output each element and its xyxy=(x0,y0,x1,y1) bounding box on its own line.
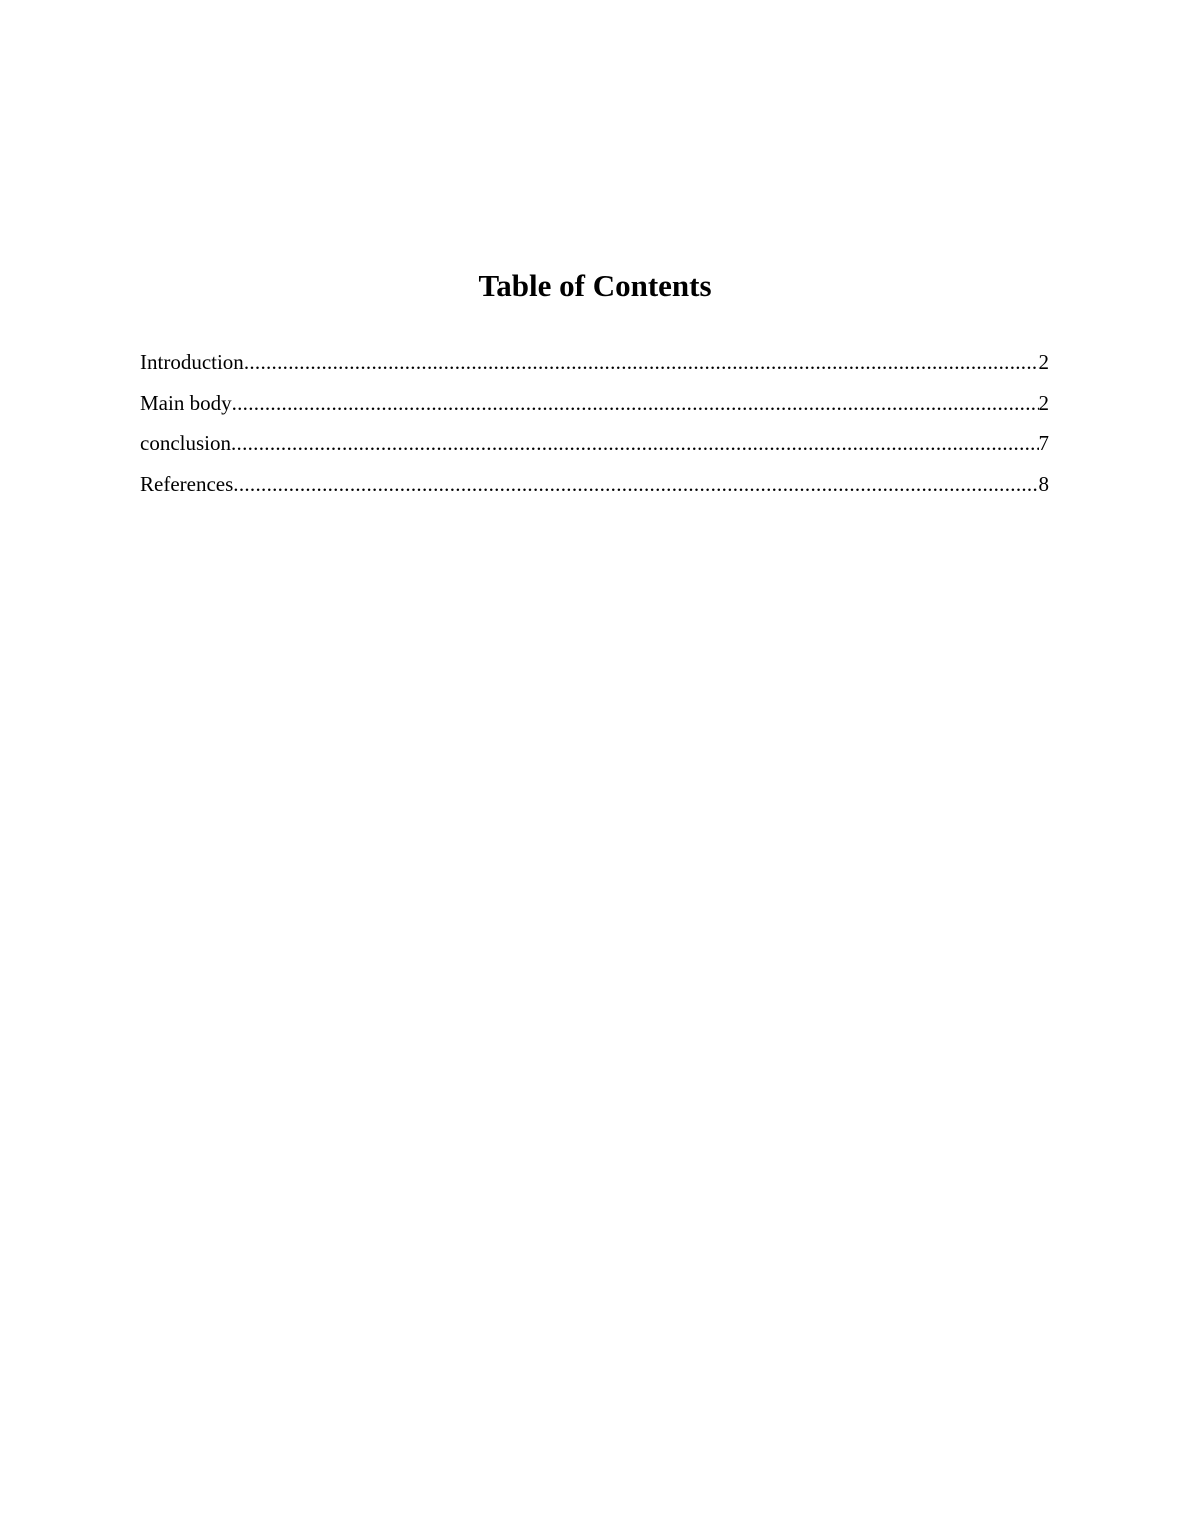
toc-heading: Table of Contents xyxy=(478,268,712,303)
toc-entry-page-number: 8 xyxy=(1038,471,1049,496)
toc-entry-label: Main body xyxy=(140,390,232,415)
toc-entry-references[interactable] xyxy=(140,466,1049,507)
toc-entry-label: conclusion xyxy=(140,431,231,455)
toc-entry-page-number: 7 xyxy=(1038,431,1049,455)
toc-entry-label: References xyxy=(140,471,234,496)
toc-dot-leader xyxy=(231,425,1039,461)
toc-entry-introduction[interactable] xyxy=(140,344,1049,385)
toc-entry-label: Introduction xyxy=(140,350,244,374)
toc-entry-conclusion[interactable] xyxy=(140,425,1049,466)
toc-list xyxy=(140,344,1049,506)
toc-entry-page-number: 2 xyxy=(1038,350,1049,374)
toc-entry-page-number: 2 xyxy=(1038,390,1049,415)
toc-dot-leader xyxy=(244,344,1039,380)
toc-dot-leader xyxy=(232,385,1039,421)
toc-dot-leader xyxy=(233,466,1038,502)
toc-entry-main-body[interactable] xyxy=(140,385,1049,426)
